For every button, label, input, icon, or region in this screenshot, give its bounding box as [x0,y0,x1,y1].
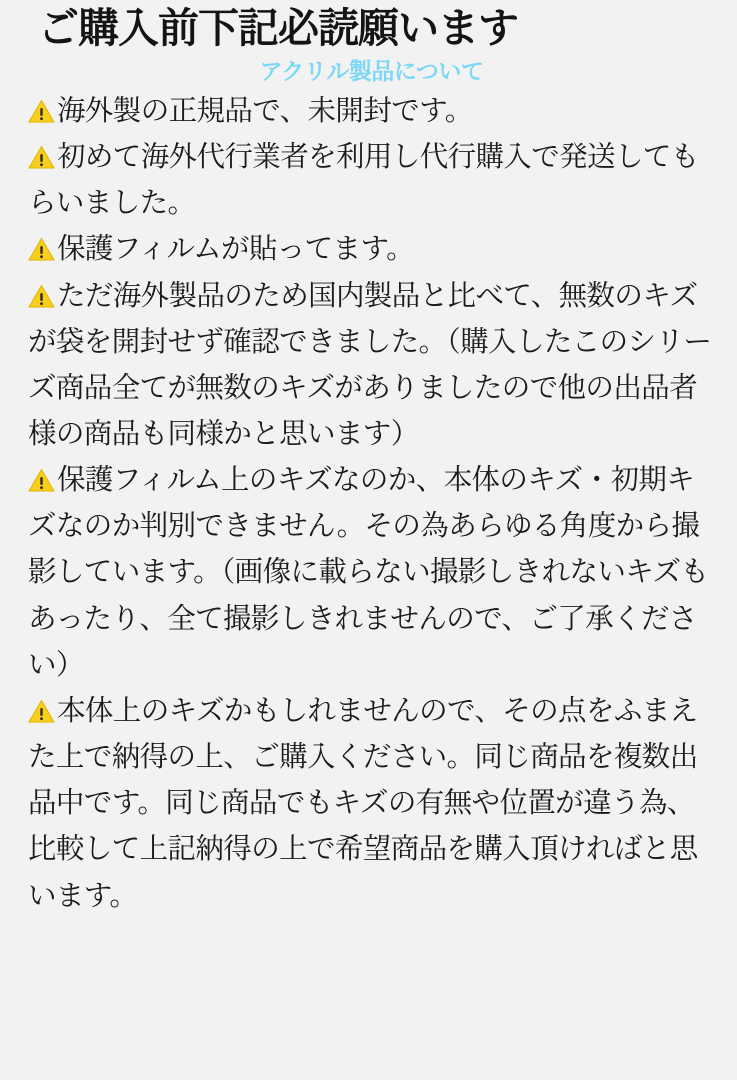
notice-paragraph [28,457,719,688]
notice-text: 本体上のキズかもしれませんので、その点をふまえた上で納得の上、ご購入ください。同じ商品を複数出品中です。同じ商品でもキズの有無や位置が違う為、比較して上記納得の上で希望商品を購入頂ければと思います。 [28,693,698,912]
warning-triangle-icon [28,145,55,170]
notice-text: 保護フィルムが貼ってます。 [57,232,415,266]
notice-text: 保護フィルム上のキズなのか、本体のキズ・初期キズなのか判別できません。その為あらゆる角度から撮影しています。（画像に載らない撮影しきれないキズもあったり、全て撮影しきれませんので、ご了承ください） [28,463,709,681]
page-subtitle: アクリル製品について [259,58,484,85]
warning-triangle-icon [28,699,55,724]
notice-paragraph [28,688,719,919]
warning-triangle-icon [28,99,55,124]
document-body [28,88,719,919]
warning-triangle-icon [28,468,55,493]
notice-paragraph [28,226,719,272]
notice-paragraph [28,273,719,458]
notice-text: ただ海外製品のため国内製品と比べて、無数のキズが袋を開封せず確認できました。（購入したこのシリーズ商品全てが無数のキズがありましたので他の出品者様の商品も同様かと思います） [28,278,712,450]
notice-paragraph [28,88,719,134]
warning-triangle-icon [28,284,55,309]
warning-triangle-icon [28,237,55,262]
notice-text: 海外製の正規品で、未開封です。 [57,93,473,127]
notice-paragraph [28,134,719,226]
page-title: ご購入前下記必読願います [38,4,518,52]
notice-text: 初めて海外代行業者を利用し代行購入で発送してもらいました。 [28,140,699,220]
